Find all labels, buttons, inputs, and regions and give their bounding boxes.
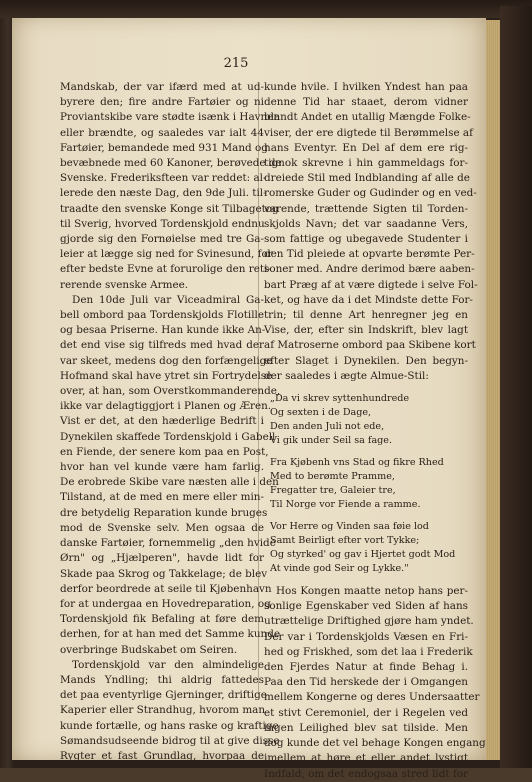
- text-line: traadte den svenske Konge sit Tilbagetog: [60, 202, 279, 215]
- page-fore-edge: [486, 20, 500, 760]
- text-line: som fattige og ubegavede Studenter i: [264, 233, 468, 246]
- poem-line: Samt Beirligt efter vort Tykke;: [270, 535, 420, 547]
- poem-line: At vinde god Seir og Lykke.": [270, 563, 409, 575]
- text-line: Tilstand, at de med en mere eller min-: [60, 491, 264, 504]
- text-line: Tordenskjold fik Befaling at føre dem: [60, 613, 264, 626]
- text-line: eller brændte, og saaledes var ialt 44: [60, 126, 264, 139]
- text-line: dreiede Stil med Indblanding af alle de: [264, 172, 470, 185]
- text-line: ingen Leilighed blev sat tilside. Men: [264, 721, 468, 734]
- text-line: ikke var delagtiggjort i Planen og Æren.: [60, 400, 272, 413]
- left-text-column: [60, 80, 282, 764]
- text-line: en Fiende, der senere kom paa en Post,: [60, 445, 269, 458]
- text-line: gjorde sig den Fornøielse med tre Ga-: [60, 233, 264, 246]
- text-line: utrættelige Driftighed gjøre ham yndet.: [264, 615, 474, 628]
- text-line: for at undergaa en Hovedreparation, og: [60, 597, 271, 610]
- poem-line: Med to berømte Pramme,: [270, 471, 395, 483]
- text-line: Svenske. Frederiksfteen var reddet: al-: [60, 172, 267, 185]
- text-line: efter bedste Evne at forurolige den reti-: [60, 263, 271, 276]
- text-line: Hos Kongen maatte netop hans per-: [276, 585, 468, 598]
- text-line: bevæbnede med 60 Kanoner, berøvede de: [60, 157, 282, 170]
- text-line: hvor han vel kunde være ham farlig.: [60, 461, 264, 474]
- text-line: tignok skrevne i hin gammeldags for-: [264, 157, 468, 170]
- text-line: mellem Kongerne og deres Undersaatter: [264, 691, 480, 704]
- text-line: Den 10de Juli var Viceadmiral Ga-: [72, 293, 264, 306]
- text-line: kunde hvile. I hvilken Yndest han paa: [264, 81, 468, 93]
- text-line: Indfald, om det endogsaa stred lidt for: [264, 767, 468, 780]
- poem-line: „Da vi skrev syttenhundrede: [270, 393, 410, 405]
- text-line: danske Fartøier, fornemmelig „den hvide: [60, 537, 276, 550]
- text-line: over, at han, som Overstkommanderende,: [60, 385, 281, 398]
- right-prose-top: [264, 80, 478, 384]
- text-line: der saaledes i ægte Almue-Stil:: [264, 369, 429, 382]
- text-line: derhen, for at han med det Samme kunde: [60, 628, 281, 641]
- poem-line: Til Norge vor Fiende a ramme.: [270, 499, 421, 511]
- poem-line: Fregatter tre, Galeier tre,: [270, 485, 396, 497]
- text-line: Mandskab, der var ifærd med at ud-: [60, 81, 264, 93]
- stanza-gap: [264, 448, 468, 456]
- poem-line: Fra Kjøbenh vns Stad og fikre Rhed: [270, 457, 444, 469]
- text-line: rerende svenske Armee.: [60, 278, 189, 291]
- text-line: Skade paa Skrog og Takkelage; de blev: [60, 567, 268, 580]
- text-line: lerede den næste Dag, den 9de Juli. til-: [60, 187, 267, 200]
- text-line: denne Tid har staaet, derom vidner: [264, 96, 468, 109]
- text-line: byrere den; fire andre Fartøier og ni: [60, 96, 264, 109]
- text-line: Fartøier, bemandede med 931 Mand og: [60, 141, 268, 154]
- text-line: hans Eventyr. En Del af dem ere rig-: [264, 141, 468, 154]
- text-line: Vise, der, efter sin Indskrift, blev lagt: [264, 324, 468, 337]
- text-line: soner med. Andre derimod bære aaben-: [264, 263, 475, 276]
- text-line: bart Præg af at være digtede i selve Fol-: [264, 278, 478, 291]
- text-line: Tordenskjold var den almindelige: [72, 658, 264, 671]
- text-line: varende, trættende Sigten til Torden-: [264, 202, 468, 215]
- text-line: Paa den Tid herskede der i Omgangen: [264, 676, 468, 689]
- text-line: Sømandsudseende bidrog til at give disse: [60, 734, 280, 747]
- text-line: det paa eventyrlige Gjerninger, driftige: [60, 689, 267, 702]
- text-line: ket, og have da i det Mindste dette For-: [264, 293, 473, 306]
- text-line: mod de Svenske selv. Men ogsaa de: [60, 521, 264, 534]
- text-line: efter Slaget i Dynekilen. Den begyn-: [264, 354, 468, 367]
- text-line: bell ombord paa Tordenskjolds Flotille: [60, 309, 264, 322]
- text-line: var skeet, medens dog den forfængelige: [60, 354, 273, 367]
- folk-song-poem: [264, 384, 468, 584]
- text-line: leier at lægge sig ned for Svinesund, for: [60, 248, 273, 261]
- text-line: Der var i Tordenskjolds Væsen en Fri-: [264, 630, 468, 643]
- right-prose-bottom: [264, 584, 486, 782]
- text-line: imellem at høre et eller andet lystigt: [264, 752, 468, 765]
- text-line: derfor beordrede at seile til Kjøbenhavn: [60, 582, 272, 595]
- column-divider: [258, 82, 259, 694]
- text-line: Mands Yndling; thi aldrig fattedes: [60, 673, 264, 686]
- page-number: 215: [223, 56, 249, 71]
- text-line: det end vise sig tilfreds med hvad der: [60, 339, 264, 352]
- text-line: skjolds Navn; det var saadanne Vers,: [264, 217, 468, 230]
- text-line: sonlige Egenskaber ved Siden af hans: [264, 600, 468, 613]
- text-line: De erobrede Skibe vare næsten alle i den: [60, 476, 279, 489]
- book-cover-top: [0, 0, 532, 18]
- text-line: trin; til denne Art henregner jeg en: [264, 309, 468, 322]
- book-cover-edge: [500, 6, 532, 768]
- poem-line: Den anden Juli not ede,: [270, 421, 385, 433]
- text-line: Kaperier eller Strandhug, hvorom man: [60, 704, 266, 717]
- stanza-gap: [264, 512, 468, 520]
- text-line: af Matroserne ombord paa Skibene kort: [264, 339, 476, 352]
- poem-line: Og styrked' og gav i Hjertet godt Mod: [270, 549, 456, 561]
- poem-line: Og sexten i de Dage,: [270, 407, 372, 419]
- text-line: den Fjerdes Natur at finde Behag i.: [264, 661, 468, 674]
- text-line: Proviantskibe vare stødte isænk i Havnen: [60, 111, 281, 124]
- text-line: Ørn" og „Hjælperen", havde lidt for: [60, 552, 264, 565]
- poem-line: Vi gik under Seil sa fage.: [270, 435, 393, 447]
- text-line: blandt Andet en utallig Mængde Folke-: [264, 111, 471, 124]
- text-line: Rygter et fast Grundlag, hvorpaa de: [60, 749, 264, 762]
- text-line: hed og Friskhed, som det laa i Frederik: [264, 645, 473, 658]
- text-line: overbringe Budskabet om Seiren.: [60, 643, 238, 656]
- poem-line: Vor Herre og Vinden saa føie lod: [270, 521, 429, 533]
- text-line: til Sverig, hvorved Tordenskjold endnu: [60, 217, 265, 230]
- text-line: romerske Guder og Gudinder og en ved-: [264, 187, 477, 200]
- text-line: dre betydelig Reparation kunde bruges: [60, 506, 268, 519]
- text-line: dog kunde det vel behage Kongen engang: [264, 737, 486, 750]
- text-line: kunde fortælle, og hans raske og kraftige: [60, 719, 279, 732]
- text-line: et stivt Ceremoniel, der i Regelen ved: [264, 706, 468, 719]
- right-text-column: [264, 80, 486, 782]
- stanza-gap: [264, 576, 468, 584]
- text-line: Vist er det, at den hæderlige Bedrift i: [60, 415, 264, 428]
- text-line: Hofmand skal have ytret sin Fortrydelse: [60, 369, 273, 382]
- text-line: og besaa Priserne. Han kunde ikke An-: [60, 324, 266, 337]
- text-line: den Tid pleiede at opvarte berømte Per-: [264, 248, 475, 261]
- text-line: viser, der ere digtede til Berømmelse af: [264, 126, 473, 139]
- text-line: Dynekilen skaffede Tordenskjold i Gabell: [60, 430, 276, 443]
